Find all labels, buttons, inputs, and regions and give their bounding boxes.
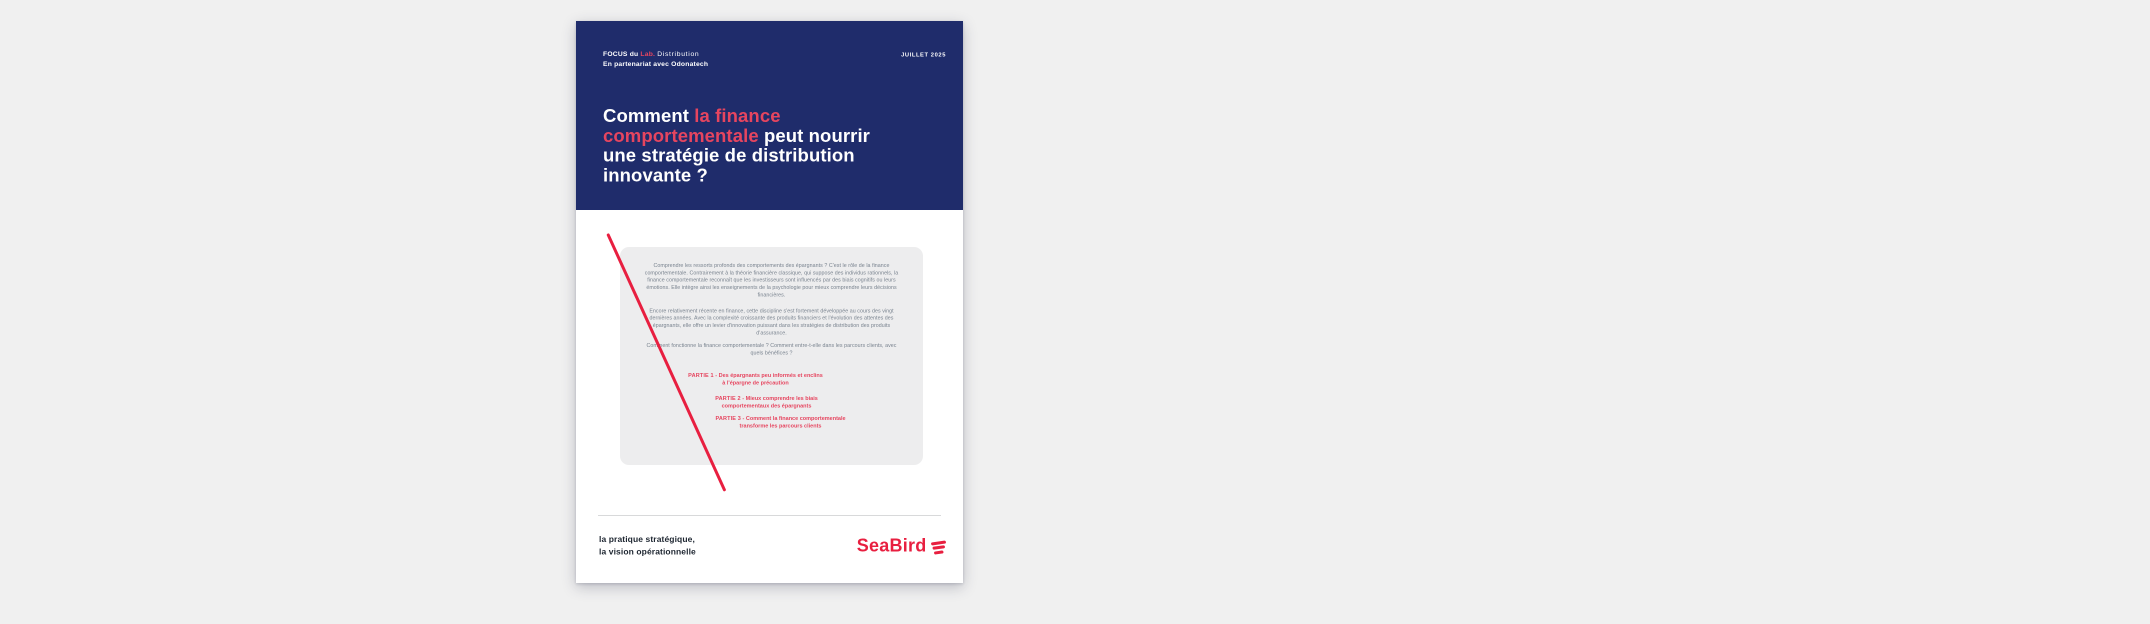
cover-header <box>576 21 963 210</box>
toc-item-line2: à l'épargne de précaution <box>722 379 789 386</box>
toc-separator: - <box>742 395 745 402</box>
footer-divider <box>598 515 941 516</box>
seabird-logo-bars-icon <box>931 541 946 553</box>
toc-item-title: Mieux comprendre les biais <box>745 395 818 402</box>
seabird-logo <box>857 535 946 556</box>
toc-item-line2: comportementaux des épargnants <box>721 402 812 409</box>
toc-item-line2: transforme les parcours clients <box>739 422 822 429</box>
title-segment: peut nourrir <box>763 125 870 146</box>
toc-item-partie-2 <box>636 395 897 410</box>
tagline-line1: la pratique stratégique, <box>599 534 695 544</box>
title-segment: innovante ? <box>603 164 708 186</box>
toc-item-title: Des épargnants peu informés et enclins <box>718 372 823 379</box>
title-segment: Comment <box>603 105 690 126</box>
document-page <box>576 21 963 583</box>
cover-title <box>603 106 943 185</box>
tagline <box>599 533 696 558</box>
title-segment-highlight: la finance <box>694 105 781 126</box>
intro-paragraph-1: Comprendre les ressorts profonds des comportements des épargnants ? C'est le rôle de la finance comportementale. Contrairement à la théorie financière classique, qui suppose des individus rationnels, la finance comportementale reconnaît que les investisseurs sont influencés par des biais cognitifs ou leurs émotions. Elle intègre ainsi les enseignements de la psychologie pour mieux comprendre leurs décisions financières. <box>644 262 899 298</box>
toc-item-label: PARTIE 1 <box>688 372 714 379</box>
table-of-contents <box>641 372 902 430</box>
cover-page <box>576 21 963 583</box>
kicker-suffix: Distribution <box>657 50 700 58</box>
kicker-prefix: FOCUS du <box>603 50 639 58</box>
toc-item-line1 <box>625 372 886 380</box>
issue-date: JUILLET 2025 <box>901 52 946 58</box>
toc-separator: - <box>742 415 745 422</box>
toc-item-line1 <box>636 395 897 403</box>
title-segment-highlight: comportementale <box>603 125 759 146</box>
kicker-brand-line <box>603 49 708 59</box>
intro-paragraph-2: Encore relativement récente en finance, cette discipline s'est fortement développée au cours des vingt dernières années. Avec la complexité croissante des produits financiers et l'évolution des attentes des épargnants, elle offre un levier d'innovation puissant dans les stratégies de distribution des produits d'assurance. <box>649 307 894 336</box>
seabird-logo-text: SeaBird <box>856 535 927 556</box>
tagline-line2: la vision opérationnelle <box>599 547 696 557</box>
brand-kicker <box>603 49 708 69</box>
cover-footer <box>599 533 946 558</box>
toc-item-label: PARTIE 3 <box>715 415 742 422</box>
kicker-partnership: En partenariat avec Odonatech <box>603 60 709 68</box>
title-segment: une stratégie de distribution <box>603 145 855 166</box>
toc-item-partie-1 <box>625 372 886 387</box>
toc-separator: - <box>715 372 718 379</box>
toc-item-title: Comment la finance comportementale <box>745 415 846 422</box>
toc-item-label: PARTIE 2 <box>715 395 741 402</box>
intro-paragraph-3: Comment fonctionne la finance comportementale ? Comment entre-t-elle dans les parcours clients, avec quels bénéfices ? <box>646 342 897 357</box>
kicker-highlight: Lab. <box>640 50 656 58</box>
